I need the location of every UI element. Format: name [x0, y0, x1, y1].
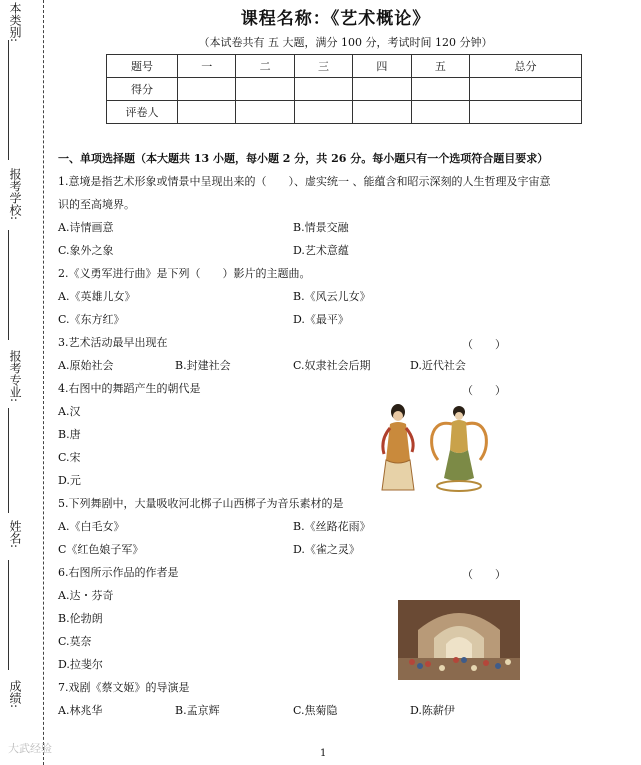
table-cell: 得分 [107, 78, 178, 101]
section-title: 一、单项选择题（本大题共 13 小题，每小题 2 分，共 26 分。每小题只有一个选项符合题目要求） [58, 152, 549, 165]
exam-subtitle: （本试卷共有 五 大题，满分 100 分，考试时间 120 分钟） [198, 36, 493, 49]
option-a[interactable]: A.诗情画意 [58, 221, 114, 234]
option-d[interactable]: D.艺术意蕴 [293, 244, 349, 257]
answer-blank[interactable]: （ ） [462, 568, 506, 581]
option-c[interactable]: C.莫奈 [58, 635, 92, 648]
option-b[interactable]: B.伦勃朗 [58, 612, 103, 625]
side-label-school: 报考学校: [8, 168, 22, 221]
exam-title: 课程名称：《艺术概论》 [240, 9, 431, 29]
score-table-row [107, 101, 582, 124]
side-blank-line [8, 40, 9, 160]
option-b[interactable]: B.《风云儿女》 [293, 290, 371, 303]
option-a[interactable]: A.《英雄儿女》 [58, 290, 136, 303]
option-c[interactable]: C.宋 [58, 451, 81, 464]
page-number: 1 [320, 748, 327, 759]
option-d[interactable]: D.近代社会 [410, 359, 466, 372]
question-stem-continued: 识的至高境界。 [58, 198, 135, 211]
side-label-major: 报考专业: [8, 350, 22, 403]
option-d[interactable]: D.拉斐尔 [58, 658, 103, 671]
table-cell: 三 [294, 55, 352, 78]
option-c[interactable]: C.焦菊隐 [293, 704, 338, 717]
table-cell: 一 [178, 55, 236, 78]
question-stem: 4.右图中的舞蹈产生的朝代是 [58, 382, 201, 395]
option-b[interactable]: B.唐 [58, 428, 81, 441]
option-b[interactable]: B.封建社会 [175, 359, 231, 372]
side-blank-line [8, 408, 9, 513]
option-a[interactable]: A.汉 [58, 405, 81, 418]
side-blank-line [8, 560, 9, 670]
grader-input-cell[interactable] [178, 101, 236, 124]
grader-input-cell[interactable] [411, 101, 469, 124]
option-a[interactable]: A.林兆华 [58, 704, 103, 717]
question-stem: 1.意境是指艺术形象或情景中呈现出来的（ ）、虚实统一 、能蕴含和昭示深刻的人生哲理及宇宙意 [58, 175, 551, 188]
score-input-cell[interactable] [353, 78, 411, 101]
option-a[interactable]: A.《白毛女》 [58, 520, 125, 533]
option-c[interactable]: C.奴隶社会后期 [293, 359, 371, 372]
table-cell: 题号 [107, 55, 178, 78]
flying-apsara-image [428, 400, 490, 495]
binding-dashed-line [43, 0, 44, 765]
table-cell: 二 [236, 55, 294, 78]
score-table [106, 54, 582, 124]
table-cell: 评卷人 [107, 101, 178, 124]
side-blank-line [8, 230, 9, 340]
score-table-header-row [107, 55, 582, 78]
question-stem: 3.艺术活动最早出现在 [58, 336, 168, 349]
option-a[interactable]: A.达・芬奇 [58, 589, 114, 602]
answer-blank[interactable]: （ ） [462, 384, 506, 397]
option-b[interactable]: B.情景交融 [293, 221, 349, 234]
option-a[interactable]: A.原始社会 [58, 359, 114, 372]
score-input-cell[interactable] [236, 78, 294, 101]
question-stem: 7.戏剧《蔡文姬》的导演是 [58, 681, 190, 694]
question-stem: 2.《义勇军进行曲》是下列（ ）影片的主题曲。 [58, 267, 311, 280]
side-label-name: 姓名: [8, 520, 22, 549]
score-table-row [107, 78, 582, 101]
option-d[interactable]: D.《雀之灵》 [293, 543, 360, 556]
option-c[interactable]: C.象外之象 [58, 244, 114, 257]
grader-input-cell[interactable] [353, 101, 411, 124]
table-cell: 总分 [470, 55, 582, 78]
side-label-category: 本类别: [8, 2, 22, 43]
grader-input-cell[interactable] [236, 101, 294, 124]
option-c[interactable]: C.《东方红》 [58, 313, 125, 326]
option-b[interactable]: B.《丝路花雨》 [293, 520, 371, 533]
option-c[interactable]: C《红色娘子军》 [58, 543, 144, 556]
score-input-cell[interactable] [178, 78, 236, 101]
option-b[interactable]: B.孟京辉 [175, 704, 220, 717]
grader-input-cell[interactable] [470, 101, 582, 124]
watermark: 大武经验 [8, 742, 52, 755]
answer-blank[interactable]: （ ） [462, 338, 506, 351]
painting-image [398, 600, 520, 680]
option-d[interactable]: D.元 [58, 474, 81, 487]
score-input-cell[interactable] [470, 78, 582, 101]
table-cell: 四 [353, 55, 411, 78]
dancer-figure-image [378, 400, 418, 495]
question-stem: 5.下列舞剧中，大量吸收河北梆子山西梆子为音乐素材的是 [58, 497, 344, 510]
score-input-cell[interactable] [411, 78, 469, 101]
question-stem: 6.右图所示作品的作者是 [58, 566, 179, 579]
option-d[interactable]: D.陈薪伊 [410, 704, 455, 717]
side-label-score: 成绩: [8, 680, 22, 709]
score-input-cell[interactable] [294, 78, 352, 101]
option-d[interactable]: D.《最平》 [293, 313, 349, 326]
grader-input-cell[interactable] [294, 101, 352, 124]
table-cell: 五 [411, 55, 469, 78]
